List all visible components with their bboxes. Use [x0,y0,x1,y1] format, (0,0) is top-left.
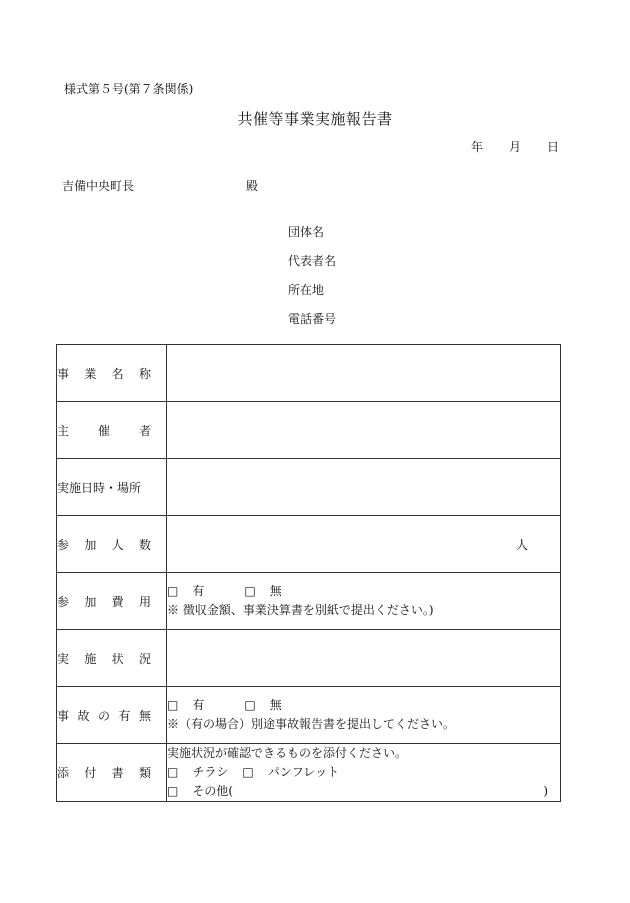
address-label: 所在地 [288,283,325,297]
row-accident [57,687,561,744]
label-char: 参 [57,537,70,552]
project-name-label [57,345,167,402]
row-status [57,630,561,687]
row-datetime-place [57,459,561,516]
document-title: 共催等事業実施報告書 [237,110,393,128]
accident-no-checkbox[interactable]: □ [244,698,256,712]
row-participants [57,516,561,573]
date-day-label: 日 [547,140,560,154]
flyer-checkbox[interactable]: □ [167,765,179,779]
label-char: 称 [138,366,151,381]
other-close-paren: ) [543,784,548,798]
fee-no-label: 無 [269,584,282,598]
participants-unit: 人 [515,537,528,552]
label-char: 人 [111,537,124,552]
project-name-field[interactable] [167,345,561,402]
attachments-label [57,744,167,802]
fee-note: ※ 徴収金額、事業決算書を別紙で提出ください。) [167,603,434,617]
label-char: 施 [84,651,97,666]
attachments-field [167,744,561,802]
label-char: 加 [84,594,97,609]
organizer-field[interactable] [167,402,561,459]
representative-name-label: 代表者名 [288,254,337,268]
other-checkbox[interactable]: □ [167,784,179,798]
fee-yes-label: 有 [192,584,205,598]
organization-name-label: 団体名 [288,225,325,239]
label-char: 数 [138,537,151,552]
fee-yes-checkbox[interactable]: □ [167,584,179,598]
report-table [56,344,561,802]
label-char: 添 [57,766,70,780]
fee-no-checkbox[interactable]: □ [244,584,256,598]
label-char: 主 [57,423,70,438]
accident-note: ※（有の場合）別途事故報告書を提出してください。 [167,717,456,731]
label-char: 名 [111,366,124,381]
status-label [57,630,167,687]
label-char: 無 [138,708,151,723]
date-month-label: 月 [509,140,522,154]
label-char: 費 [111,594,124,609]
attachments-instruction: 実施状況が確認できるものを添付ください。 [167,746,408,760]
label-char: 催 [97,423,110,438]
row-attachments [57,744,561,802]
addressee: 吉備中央町長 [62,179,135,193]
fee-label [57,573,167,630]
accident-yes-checkbox[interactable]: □ [167,698,179,712]
accident-label [57,687,167,744]
label-char: 有 [118,708,131,723]
label-char: 実 [57,651,70,666]
form-number: 様式第５号(第７条関係) [64,82,194,96]
pamphlet-label: パンフレット [267,765,340,779]
label-char: 類 [138,766,151,780]
datetime-place-label: 実施日時・場所 [57,459,167,516]
label-char: 加 [84,537,97,552]
label-char: 状 [111,651,124,666]
honorific: 殿 [246,179,259,193]
label-char: 事 [57,366,70,381]
label-char: 故 [77,708,90,723]
label-char: 書 [111,766,124,780]
phone-number-label: 電話番号 [288,312,337,326]
accident-field [167,687,561,744]
fee-field [167,573,561,630]
label-char: 者 [138,423,151,438]
label-char: 事 [57,708,70,723]
label-char: 参 [57,594,70,609]
pamphlet-checkbox[interactable]: □ [242,765,254,779]
date-year-label: 年 [471,140,484,154]
label-char: 況 [138,651,151,666]
status-field[interactable] [167,630,561,687]
organizer-label [57,402,167,459]
accident-no-label: 無 [269,698,282,712]
datetime-place-field[interactable] [167,459,561,516]
row-project-name [57,345,561,402]
label-char: の [97,708,110,723]
participants-label [57,516,167,573]
participants-field[interactable] [167,516,561,573]
row-fee [57,573,561,630]
accident-yes-label: 有 [192,698,205,712]
row-organizer [57,402,561,459]
other-label: その他( [192,784,234,798]
label-char: 業 [84,366,97,381]
label-char: 付 [84,766,97,780]
label-char: 用 [138,594,151,609]
flyer-label: チラシ [192,765,229,779]
